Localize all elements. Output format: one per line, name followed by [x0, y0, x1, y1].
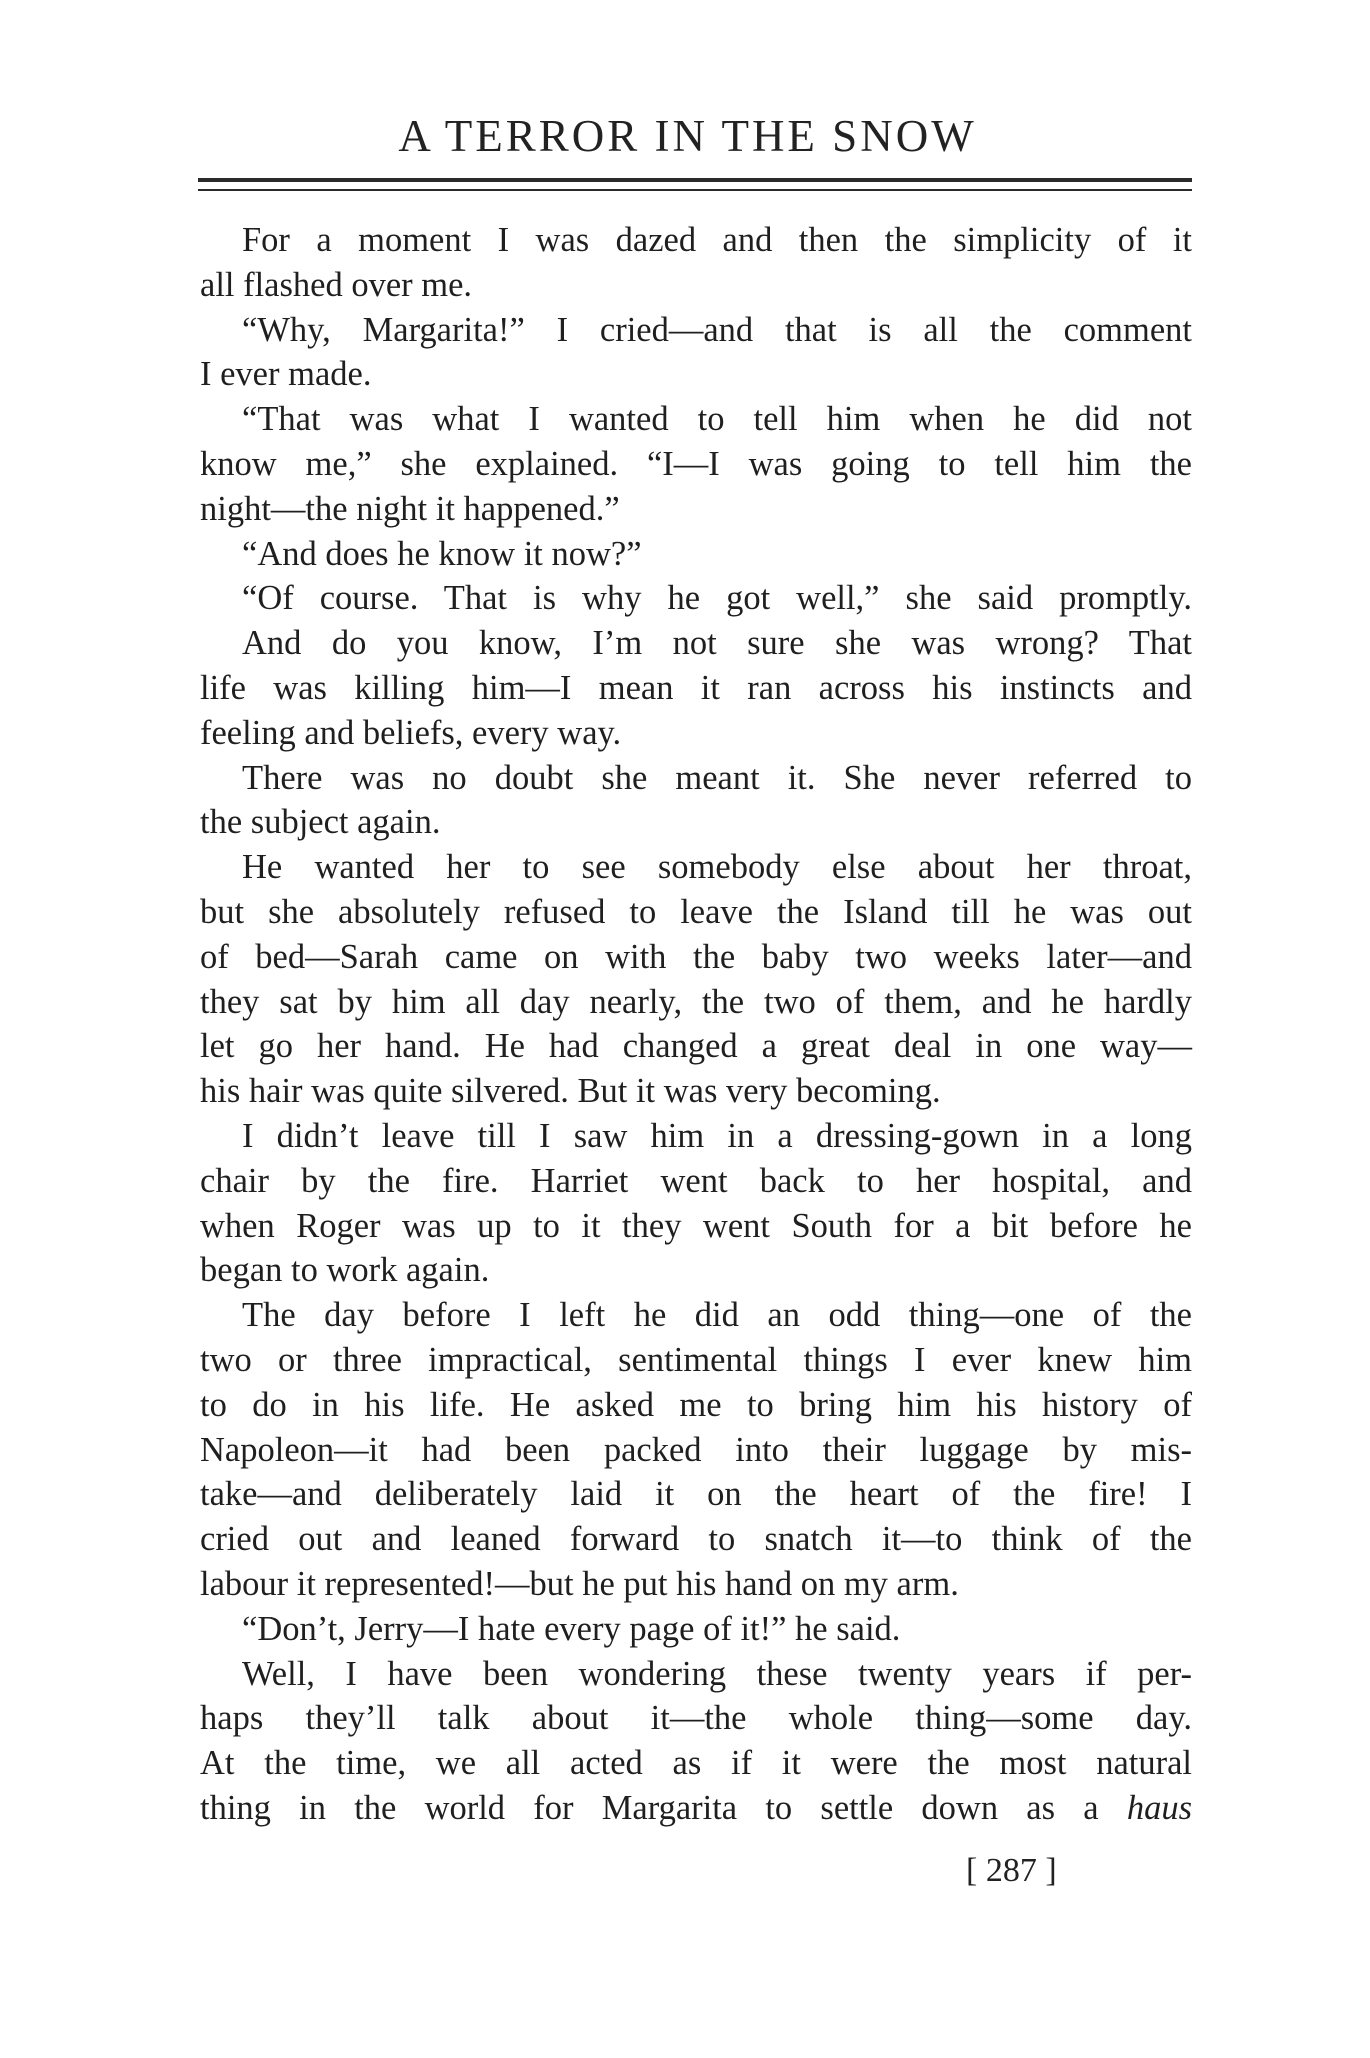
- text-line-content: began to work again.: [200, 1251, 490, 1290]
- text-line-content: “And does he know it now?”: [242, 534, 642, 573]
- header-rule-thick: [198, 178, 1192, 182]
- text-line: [200, 1517, 1192, 1562]
- text-line-content: two or three impractical, sentimental things I ever knew him: [200, 1340, 1192, 1379]
- text-line-content: Napoleon—it had been packed into their luggage by mis-: [200, 1430, 1192, 1469]
- text-line-content: “Of course. That is why he got well,” she said promptly.: [242, 579, 1192, 618]
- text-line-content: labour it represented!—but he put his hand on my arm.: [200, 1564, 959, 1603]
- text-line-content: but she absolutely refused to leave the Island till he was out: [200, 892, 1192, 931]
- text-line-content: “Don’t, Jerry—I hate every page of it!” he said.: [242, 1609, 901, 1648]
- text-line: [200, 352, 1192, 397]
- text-line: [200, 800, 1192, 845]
- text-line-content: know me,” she explained. “I—I was going to tell him the: [200, 444, 1192, 483]
- body-text: [200, 218, 1192, 1831]
- text-line: [200, 890, 1192, 935]
- text-line-content: feeling and beliefs, every way.: [200, 713, 622, 752]
- text-line: [200, 397, 1192, 442]
- text-line-content: the subject again.: [200, 803, 441, 842]
- text-line: [200, 711, 1192, 756]
- text-line: [200, 1114, 1192, 1159]
- text-line: [200, 1248, 1192, 1293]
- text-line: [200, 308, 1192, 353]
- page-number: [ 287 ]: [966, 1852, 1057, 1889]
- text-line: [200, 487, 1192, 532]
- text-line-content: they sat by him all day nearly, the two of them, and he hardly: [200, 982, 1192, 1021]
- text-line-content: haps they’ll talk about it—the whole thing—some day.: [200, 1699, 1192, 1738]
- text-line: [200, 1159, 1192, 1204]
- italic-word: haus: [1126, 1788, 1193, 1827]
- text-line: [200, 442, 1192, 487]
- text-line-content: when Roger was up to it they went South for a bit before he: [200, 1206, 1192, 1245]
- text-line-content: of bed—Sarah came on with the baby two weeks later—and: [200, 937, 1192, 976]
- text-line: [200, 621, 1192, 666]
- text-line: [200, 532, 1192, 577]
- text-line: [200, 1741, 1192, 1786]
- text-line: [200, 1428, 1192, 1473]
- text-line-content: There was no doubt she meant it. She never referred to: [242, 758, 1192, 797]
- text-line: [200, 1786, 1192, 1831]
- text-line: [200, 1024, 1192, 1069]
- text-line-content: For a moment I was dazed and then the simplicity of it: [242, 221, 1192, 259]
- text-line-content: Well, I have been wondering these twenty years if per-: [242, 1654, 1192, 1693]
- text-line-content: life was killing him—I mean it ran across his instincts and: [200, 668, 1192, 707]
- text-line: [200, 576, 1192, 621]
- text-line-content: let go her hand. He had changed a great deal in one way—: [200, 1027, 1192, 1066]
- text-line-content: And do you know, I’m not sure she was wrong? That: [242, 624, 1192, 663]
- text-line: [200, 218, 1192, 263]
- text-line: [200, 756, 1192, 801]
- text-line: [200, 1652, 1192, 1697]
- text-line-content: his hair was quite silvered. But it was very becoming.: [200, 1072, 941, 1111]
- text-line-content: take—and deliberately laid it on the heart of the fire! I: [200, 1475, 1192, 1514]
- text-line-content: I didn’t leave till I saw him in a dressing-gown in a long: [242, 1116, 1192, 1155]
- text-line-content: cried out and leaned forward to snatch it—to think of the: [200, 1520, 1192, 1559]
- text-line-content: to do in his life. He asked me to bring him his history of: [200, 1385, 1192, 1424]
- text-line: [200, 263, 1192, 308]
- text-line: [200, 1204, 1192, 1249]
- text-line: [200, 1607, 1192, 1652]
- text-line: [200, 1069, 1192, 1114]
- header-rule-thin: [198, 189, 1192, 191]
- text-line-content: night—the night it happened.”: [200, 489, 620, 528]
- text-line-content: The day before I left he did an odd thing—one of the: [242, 1296, 1192, 1335]
- text-line-content: chair by the fire. Harriet went back to her hospital, and: [200, 1161, 1192, 1200]
- text-line-content: “That was what I wanted to tell him when he did not: [242, 400, 1192, 439]
- text-line: [200, 1293, 1192, 1338]
- text-line-content: all flashed over me.: [200, 265, 473, 304]
- text-line-content: I ever made.: [200, 355, 372, 394]
- text-line: [200, 1696, 1192, 1741]
- text-line: [200, 666, 1192, 711]
- text-line: [200, 1562, 1192, 1607]
- running-head: A TERROR IN THE SNOW: [398, 111, 977, 161]
- text-line: [200, 1383, 1192, 1428]
- text-line-content: thing in the world for Margarita to settle down as a: [200, 1788, 1099, 1827]
- text-line: [200, 980, 1192, 1025]
- text-line: [200, 1338, 1192, 1383]
- text-line-content: “Why, Margarita!” I cried—and that is all the comment: [242, 310, 1192, 349]
- text-line-content: At the time, we all acted as if it were the most natural: [200, 1744, 1192, 1783]
- text-line: [200, 845, 1192, 890]
- text-line: [200, 1472, 1192, 1517]
- text-line: [200, 935, 1192, 980]
- text-line-content: He wanted her to see somebody else about her throat,: [242, 848, 1192, 887]
